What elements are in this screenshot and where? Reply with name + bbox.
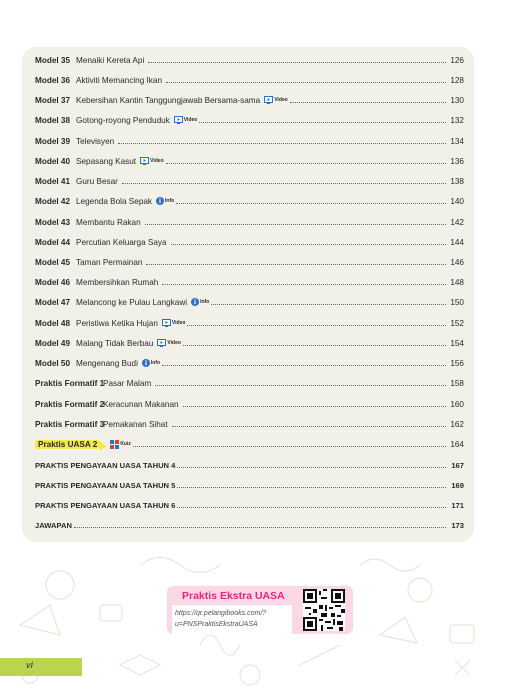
dot-leader	[162, 284, 446, 285]
toc-row[interactable]	[35, 113, 464, 127]
row-title: Guru Besar	[76, 176, 118, 186]
toc-row[interactable]	[35, 174, 464, 188]
dot-leader	[183, 345, 446, 346]
row-label: Model 45	[35, 257, 71, 267]
toc-row[interactable]	[35, 215, 464, 229]
row-label: Model 41	[35, 176, 71, 186]
row-page: 173	[451, 520, 464, 530]
dot-leader	[148, 62, 446, 63]
row-page: 164	[450, 439, 464, 449]
toc-row[interactable]	[35, 134, 464, 148]
dot-leader	[183, 406, 446, 407]
dot-leader	[290, 102, 446, 103]
row-label: Praktis Formatif 1	[35, 378, 105, 388]
toc-row[interactable]	[35, 397, 464, 411]
row-label: Model 48	[35, 318, 71, 328]
row-label: Model 36	[35, 75, 71, 85]
toc-row[interactable]	[35, 73, 464, 87]
row-label: Model 38	[35, 115, 71, 125]
row-label: Praktis Formatif 3	[35, 419, 105, 429]
dot-leader	[177, 507, 446, 508]
row-title: Peristiwa Ketika Hujan	[76, 318, 158, 328]
video-tag[interactable]: Video	[174, 116, 198, 124]
row-title: Membantu Rakan	[76, 217, 141, 227]
row-title: Malang Tidak Berbau	[76, 338, 154, 348]
dot-leader	[133, 446, 446, 447]
toc-row[interactable]	[35, 417, 464, 431]
row-page: 167	[451, 460, 464, 470]
row-title: Sepasang Kasut	[76, 156, 137, 166]
row-label: Model 43	[35, 217, 71, 227]
row-label: Model 50	[35, 358, 71, 368]
info-tag[interactable]: Info	[142, 359, 160, 367]
info-tag[interactable]: Info	[191, 298, 209, 306]
row-page: 152	[450, 318, 464, 328]
dot-leader	[171, 244, 446, 245]
uasa-highlight: Praktis UASA 2	[35, 440, 100, 449]
row-label: Model 49	[35, 338, 71, 348]
quiz-tag[interactable]: Kuiz	[110, 440, 131, 449]
video-icon	[174, 116, 183, 124]
dot-leader	[145, 224, 446, 225]
dot-leader	[187, 325, 446, 326]
row-page: 144	[450, 237, 464, 247]
row-title: Membersihkan Rumah	[76, 277, 159, 287]
toc-row[interactable]	[35, 478, 464, 492]
row-page: 169	[451, 480, 464, 490]
row-title: Gotong-royong Penduduk	[76, 115, 170, 125]
row-page: 136	[450, 156, 464, 166]
toc-row[interactable]	[35, 518, 464, 532]
row-title: Keracunan Makanan	[103, 399, 179, 409]
toc-row[interactable]	[35, 275, 464, 289]
toc-row[interactable]	[35, 53, 464, 67]
video-tag[interactable]: Video	[162, 319, 186, 327]
row-label: Model 39	[35, 136, 71, 146]
toc-row[interactable]	[35, 458, 464, 472]
row-page: 138	[450, 176, 464, 186]
info-tag[interactable]: Info	[156, 197, 174, 205]
row-label: Model 35	[35, 55, 71, 65]
row-page: 148	[450, 277, 464, 287]
info-icon	[191, 298, 199, 306]
dot-leader	[122, 183, 446, 184]
row-label: Model 37	[35, 95, 71, 105]
dot-leader	[146, 264, 446, 265]
row-label: JAWAPAN	[35, 520, 72, 530]
row-page: 150	[450, 297, 464, 307]
dot-leader	[166, 82, 446, 83]
row-page: 146	[450, 257, 464, 267]
promo-title: Praktis Ekstra UASA	[182, 590, 285, 602]
video-icon	[162, 319, 171, 327]
row-title: Taman Permainan	[76, 257, 143, 267]
toc-row[interactable]	[35, 376, 464, 390]
video-icon	[157, 339, 166, 347]
row-title: Percutian Keluarga Saya	[76, 237, 167, 247]
row-label: PRAKTIS PENGAYAAN UASA TAHUN 6	[35, 500, 176, 510]
row-label: Model 47	[35, 297, 71, 307]
toc-row[interactable]	[35, 295, 464, 309]
row-page: 140	[450, 196, 464, 206]
row-label: Model 42	[35, 196, 71, 206]
toc-row[interactable]	[35, 356, 464, 370]
dot-leader	[177, 487, 446, 488]
dot-leader	[162, 365, 446, 366]
qr-code-icon[interactable]	[303, 589, 345, 631]
toc-row[interactable]	[35, 154, 464, 168]
row-label: Model 40	[35, 156, 71, 166]
row-title: Aktiviti Memancing Ikan	[76, 75, 163, 85]
info-icon	[142, 359, 150, 367]
video-tag[interactable]: Video	[264, 96, 288, 104]
quiz-icon	[110, 440, 119, 449]
toc-row[interactable]	[35, 336, 464, 350]
row-page: 132	[450, 115, 464, 125]
dot-leader	[211, 304, 446, 305]
row-label: Model 46	[35, 277, 71, 287]
toc-row[interactable]	[35, 498, 464, 512]
dot-leader	[176, 203, 446, 204]
row-page: 130	[450, 95, 464, 105]
row-page: 126	[450, 55, 464, 65]
toc-row[interactable]	[35, 93, 464, 107]
dot-leader	[177, 467, 446, 468]
row-page: 154	[450, 338, 464, 348]
row-page: 171	[451, 500, 464, 510]
dot-leader	[74, 527, 446, 528]
row-page: 134	[450, 136, 464, 146]
page-number: vi	[26, 660, 33, 671]
dot-leader	[155, 385, 446, 386]
footer-bar	[0, 658, 82, 676]
row-label: Model 44	[35, 237, 71, 247]
row-title: Televisyen	[76, 136, 115, 146]
row-label: Praktis Formatif 2	[35, 399, 105, 409]
row-title: Pasar Malam	[103, 378, 152, 388]
row-title: Mengenang Budi	[76, 358, 138, 368]
video-tag[interactable]: Video	[140, 157, 164, 165]
row-page: 128	[450, 75, 464, 85]
row-title: Menaiki Kereta Api	[76, 55, 145, 65]
row-title: Pemakanan Sihat	[103, 419, 168, 429]
row-title: Kebersihan Kantin Tanggungjawab Bersama-sama	[76, 95, 261, 105]
video-icon	[140, 157, 149, 165]
row-label: PRAKTIS PENGAYAAN UASA TAHUN 4	[35, 460, 176, 470]
row-page: 156	[450, 358, 464, 368]
dot-leader	[172, 426, 446, 427]
info-icon	[156, 197, 164, 205]
toc-row[interactable]	[35, 235, 464, 249]
toc-row[interactable]	[35, 316, 464, 330]
row-label: PRAKTIS PENGAYAAN UASA TAHUN 5	[35, 480, 176, 490]
video-tag[interactable]: Video	[157, 339, 181, 347]
toc-row[interactable]	[35, 255, 464, 269]
video-icon	[264, 96, 273, 104]
promo-url[interactable]: https://qr.pelangibooks.com/? u=PNSPraktisEkstraUASA	[172, 605, 292, 635]
row-title: Legenda Bola Sepak	[76, 196, 153, 206]
row-page: 158	[450, 378, 464, 388]
row-page: 142	[450, 217, 464, 227]
row-page: 160	[450, 399, 464, 409]
row-page: 162	[450, 419, 464, 429]
dot-leader	[199, 122, 446, 123]
toc-row[interactable]	[35, 437, 464, 451]
dot-leader	[166, 163, 446, 164]
row-title: Melancong ke Pulau Langkawi	[76, 297, 188, 307]
toc-row[interactable]	[35, 194, 464, 208]
dot-leader	[118, 143, 446, 144]
